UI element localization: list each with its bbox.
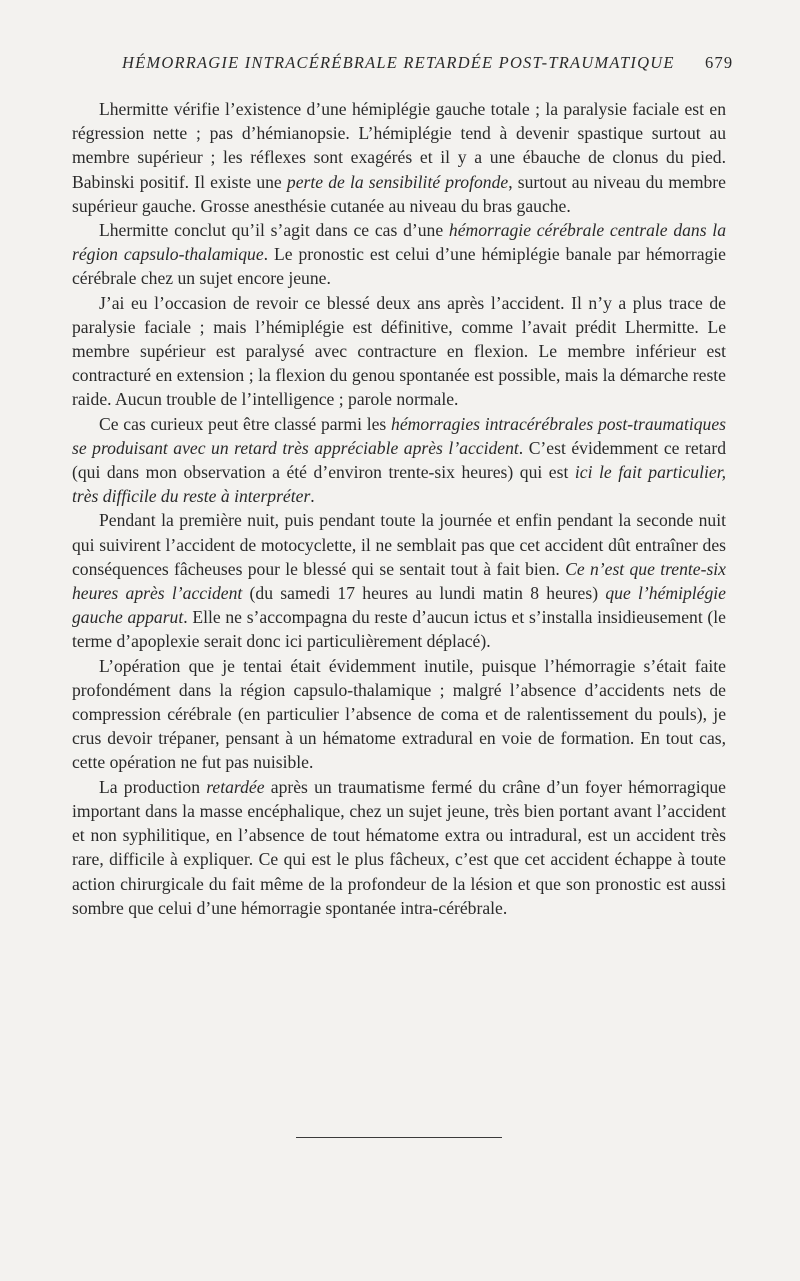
body-text (72, 97, 726, 920)
end-rule (296, 1137, 502, 1138)
italic-run: perte de la sensibilité profonde (286, 171, 509, 192)
italic-run: hémorragie cérébrale centrale dans la région capsulo-thalamique (72, 220, 726, 265)
paragraph (72, 218, 726, 291)
text-run: Lhermitte vérifie l’existence d’une hémiplégie gauche totale ; la paralysie faciale est en régression nette ; pas d’hémianopsie. L’hémiplégie tend à devenir spastique surtout au membre supérieur ; les réflexes sont exagérés et il y a une ébauche de clonus du pied. Babinski positif. Il existe une (72, 99, 726, 192)
text-run: après un traumatisme fermé du crâne d’un foyer hémorragique important dans la masse encéphalique, chez un sujet jeune, très bien portant avant l’accident et non syphilitique, en l’absence de tout hématome extra ou intradural, est un accident très rare, difficile à expliquer. Ce qui est le plus fâcheux, c’est que cet accident échappe à toute action chirurgicale du fait même de la profondeur de la lésion et que son pronostic est aussi sombre que celui d’une hémorragie spontanée intra-cérébrale. (72, 776, 726, 918)
running-title: HÉMORRAGIE INTRACÉRÉBRALE RETARDÉE POST-TRAUMATIQUE (122, 53, 675, 72)
page-number: 679 (705, 53, 734, 72)
text-run: Ce cas curieux peut être classé parmi les (99, 413, 392, 434)
text-run: , surtout au niveau du membre supérieur gauche. Grosse anesthésie cutanée au niveau du bras gauche. (72, 171, 726, 216)
text-run: Lhermitte conclut qu’il s’agit dans ce cas d’une (99, 220, 449, 241)
text-run: Pendant la première nuit, puis pendant toute la journée et enfin pendant la seconde nuit qui suivirent l’accident de motocyclette, il ne semblait pas que cet accident dût entraîner des conséquences fâcheuses pour le blessé qui se sentait tout à fait bien. (72, 510, 726, 579)
paragraph (72, 97, 726, 218)
italic-run: hémorragies intracérébrales post-traumatiques se produisant avec un retard très appréciable après l’accident (72, 413, 726, 458)
italic-run: retardée (206, 776, 265, 797)
running-header (0, 53, 800, 79)
text-run: . Elle ne s’accompagna du reste d’aucun ictus et s’installa insidieusement (le terme d’apoplexie serait donc ici particulièrement déplacé). (72, 607, 726, 652)
italic-run: que l’hémiplégie gauche apparut (72, 583, 726, 628)
text-run: . Le pronostic est celui d’une hémiplégie banale par hémorragie cérébrale chez un sujet encore jeune. (72, 244, 726, 289)
paragraph (72, 291, 726, 412)
paragraph (72, 775, 726, 920)
text-run: . (310, 486, 315, 507)
italic-run: Ce n’est que trente-six heures après l’accident (72, 558, 726, 604)
paragraph (72, 654, 726, 775)
paragraph (72, 508, 726, 653)
text-run: . C’est évidemment ce retard (qui dans mon observation a été d’environ trente-six heures) qui est (72, 437, 726, 483)
paragraph (72, 412, 726, 509)
text-run: L’opération que je tentai était évidemment inutile, puisque l’hémorragie s’était faite profondément dans la région capsulo-thalamique ; malgré l’absence d’accidents nets de compression cérébrale (en particulier l’absence de coma et de ralentissement du pouls), je crus devoir trépaner, pensant à un hématome extradural en voie de formation. En tout cas, cette opération ne fut pas nuisible. (72, 655, 726, 773)
italic-run: ici le fait particulier, très difficile du reste à interpréter (72, 462, 726, 507)
text-run: La production (99, 776, 207, 797)
text-run: J’ai eu l’occasion de revoir ce blessé deux ans après l’accident. Il n’y a plus trace de paralysie faciale ; mais l’hémiplégie est définitive, comme l’avait prédit Lhermitte. Le membre supérieur est paralysé avec contracture en flexion. Le membre inférieur est contracturé en extension ; la flexion du genou spontanée est possible, mais la démarche reste raide. Aucun trouble de l’intelligence ; parole normale. (72, 292, 726, 410)
text-run: (du samedi 17 heures au lundi matin 8 heures) (242, 583, 606, 604)
